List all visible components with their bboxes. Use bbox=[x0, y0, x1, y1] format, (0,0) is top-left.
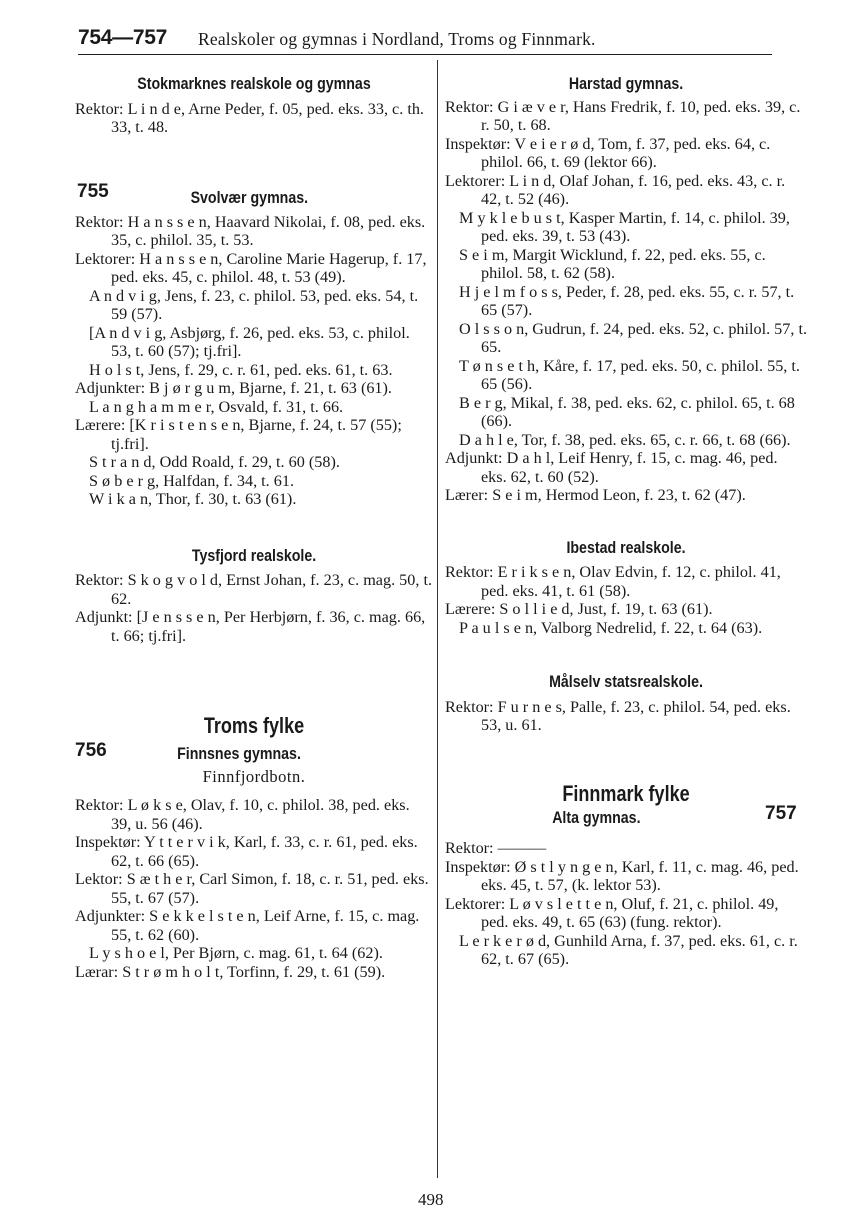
page-range: 754—757 bbox=[78, 26, 167, 49]
entry: Lektorer: L i n d, Olaf Johan, f. 16, ped. eks. 43, c. r. 42, t. 52 (46). bbox=[445, 171, 786, 208]
section-heading-alta bbox=[445, 805, 807, 831]
entry: Lærer: S e i m, Hermod Leon, f. 23, t. 62 (47). bbox=[445, 486, 746, 504]
section-title-malselv: Målselv statsrealskole. bbox=[549, 673, 703, 691]
entry: Rektor: H a n s s e n, Haavard Nikolai, f. 08, ped. eks. 35, c. philol. 35, t. 53. bbox=[75, 212, 426, 249]
county-heading-finnmark: Finnmark fylke bbox=[562, 780, 690, 806]
entry: Inspektør: Y t t e r v i k, Karl, f. 33, c. r. 61, ped. eks. 62, t. 66 (65). bbox=[75, 833, 418, 870]
entry: L y s h o e l, Per Bjørn, c. mag. 61, t. 64 (62). bbox=[89, 944, 383, 962]
section-number: 755 bbox=[77, 180, 109, 202]
page-header bbox=[78, 20, 772, 55]
section-title-harstad: Harstad gymnas. bbox=[568, 75, 684, 93]
entry: Lærere: [K r i s t e n s e n, Bjarne, f. 24, t. 57 (55); tj.fri]. bbox=[75, 416, 402, 453]
entry: H j e l m f o s s, Peder, f. 28, ped. eks. 55, c. r. 57, t. 65 (57). bbox=[459, 282, 795, 319]
right-column bbox=[445, 66, 807, 969]
section-number: 757 bbox=[765, 803, 797, 824]
entry: Lektorer: L ø v s l e t t e n, Oluf, f. 21, c. philol. 49, ped. eks. 49, t. 65 (63) (fung. rektor). bbox=[445, 894, 779, 931]
page-number: 498 bbox=[418, 1190, 444, 1209]
entry: T ø n s e t h, Kåre, f. 17, ped. eks. 50, c. philol. 55, t. 65 (56). bbox=[459, 356, 800, 393]
section-title-finnsnes: Finnsnes gymnas. bbox=[177, 744, 301, 763]
entry: A n d v i g, Jens, f. 23, c. philol. 53, ped. eks. 54, t. 59 (57). bbox=[89, 286, 419, 323]
section-heading-finnsnes bbox=[75, 739, 433, 766]
entry: [A n d v i g, Asbjørg, f. 26, ped. eks. 53, c. philol. 53, t. 60 (57); tj.fri]. bbox=[89, 323, 410, 360]
section-title-stokmarknes: Stokmarknes realskole og gymnas bbox=[137, 75, 371, 93]
entry: P a u l s e n, Valborg Nedrelid, f. 22, t. 64 (63). bbox=[459, 618, 763, 637]
entry: Rektor: F u r n e s, Palle, f. 23, c. philol. 54, ped. eks. 53, u. 61. bbox=[445, 697, 791, 734]
entry: Adjunkt: D a h l, Leif Henry, f. 15, c. mag. 46, ped. eks. 62, t. 60 (52). bbox=[445, 449, 778, 486]
entry: Rektor: L i n d e, Arne Peder, f. 05, ped. eks. 33, c. th. 33, t. 48. bbox=[75, 99, 424, 136]
section-title-svolvaer: Svolvær gymnas. bbox=[190, 188, 309, 207]
entry: Rektor: S k o g v o l d, Ernst Johan, f. 23, c. mag. 50, t. 62. bbox=[75, 571, 432, 608]
running-title: Realskoler og gymnas i Nordland, Troms og Finnmark. bbox=[198, 29, 596, 49]
entry: D a h l e, Tor, f. 38, ped. eks. 65, c. r. 66, t. 68 (66). bbox=[459, 430, 791, 449]
entry: Rektor: ——— bbox=[445, 839, 547, 857]
section-title-alta: Alta gymnas. bbox=[552, 809, 641, 827]
location-subtitle: Finnfjordbotn. bbox=[202, 766, 306, 786]
entry: Lærar: S t r ø m h o l t, Torfinn, f. 29, t. 61 (59). bbox=[75, 962, 386, 981]
entry: M y k l e b u s t, Kasper Martin, f. 14, c. philol. 39, ped. eks. 39, t. 53 (43). bbox=[459, 208, 790, 245]
entry: H o l s t, Jens, f. 29, c. r. 61, ped. eks. 61, t. 63. bbox=[89, 360, 393, 379]
entry: Rektor: E r i k s e n, Olav Edvin, f. 12, c. philol. 41, ped. eks. 41, t. 61 (58). bbox=[445, 563, 781, 600]
entry: S ø b e r g, Halfdan, f. 34, t. 61. bbox=[89, 471, 295, 490]
entry: Inspektør: V e i e r ø d, Tom, f. 37, ped. eks. 64, c. philol. 66, t. 69 (lektor 66). bbox=[445, 134, 771, 171]
section-heading-svolvaer bbox=[75, 180, 433, 211]
left-column bbox=[75, 66, 433, 981]
entry: Adjunkter: S e k k e l s t e n, Leif Arne, f. 15, c. mag. 55, t. 62 (60). bbox=[75, 907, 420, 944]
entry: S t r a n d, Odd Roald, f. 29, t. 60 (58). bbox=[89, 453, 340, 471]
entry: Rektor: L ø k s e, Olav, f. 10, c. philol. 38, ped. eks. 39, u. 56 (46). bbox=[75, 796, 410, 833]
entry: Adjunkter: B j ø r g u m, Bjarne, f. 21, t. 63 (61). bbox=[75, 379, 392, 397]
entry: S e i m, Margit Wicklund, f. 22, ped. eks. 55, c. philol. 58, t. 62 (58). bbox=[459, 245, 766, 282]
county-heading-troms: Troms fylke bbox=[203, 713, 305, 738]
entry: Lektor: S æ t h e r, Carl Simon, f. 18, c. r. 51, ped. eks. 55, t. 67 (57). bbox=[75, 870, 429, 907]
entry: Adjunkt: [J e n s s e n, Per Herbjørn, f. 36, c. mag. 66, t. 66; tj.fri]. bbox=[75, 608, 426, 645]
section-number: 756 bbox=[75, 739, 107, 761]
entry: L e r k e r ø d, Gunhild Arna, f. 37, ped. eks. 61, c. r. 62, t. 67 (65). bbox=[459, 931, 798, 968]
column-divider bbox=[437, 60, 438, 1178]
entry: Rektor: G i æ v e r, Hans Fredrik, f. 10, ped. eks. 39, c. r. 50, t. 68. bbox=[445, 97, 801, 134]
entry: Lektorer: H a n s s e n, Caroline Marie Hagerup, f. 17, ped. eks. 45, c. philol. 48, t. 53 (49). bbox=[75, 249, 427, 286]
entry: Lærere: S o l l i e d, Just, f. 19, t. 63 (61). bbox=[445, 600, 713, 618]
entry: L a n g h a m m e r, Osvald, f. 31, t. 66. bbox=[89, 397, 344, 416]
section-title-ibestad: Ibestad realskole. bbox=[566, 538, 686, 557]
entry: Inspektør: Ø s t l y n g e n, Karl, f. 11, c. mag. 46, ped. eks. 45, t. 57, (k. lektor 53). bbox=[445, 857, 799, 894]
section-title-tysfjord: Tysfjord realskole. bbox=[191, 546, 317, 565]
entry: O l s s o n, Gudrun, f. 24, ped. eks. 52, c. philol. 57, t. 65. bbox=[459, 319, 808, 356]
entry: B e r g, Mikal, f. 38, ped. eks. 62, c. philol. 65, t. 68 (66). bbox=[459, 393, 795, 430]
entry: W i k a n, Thor, f. 30, t. 63 (61). bbox=[89, 490, 297, 508]
